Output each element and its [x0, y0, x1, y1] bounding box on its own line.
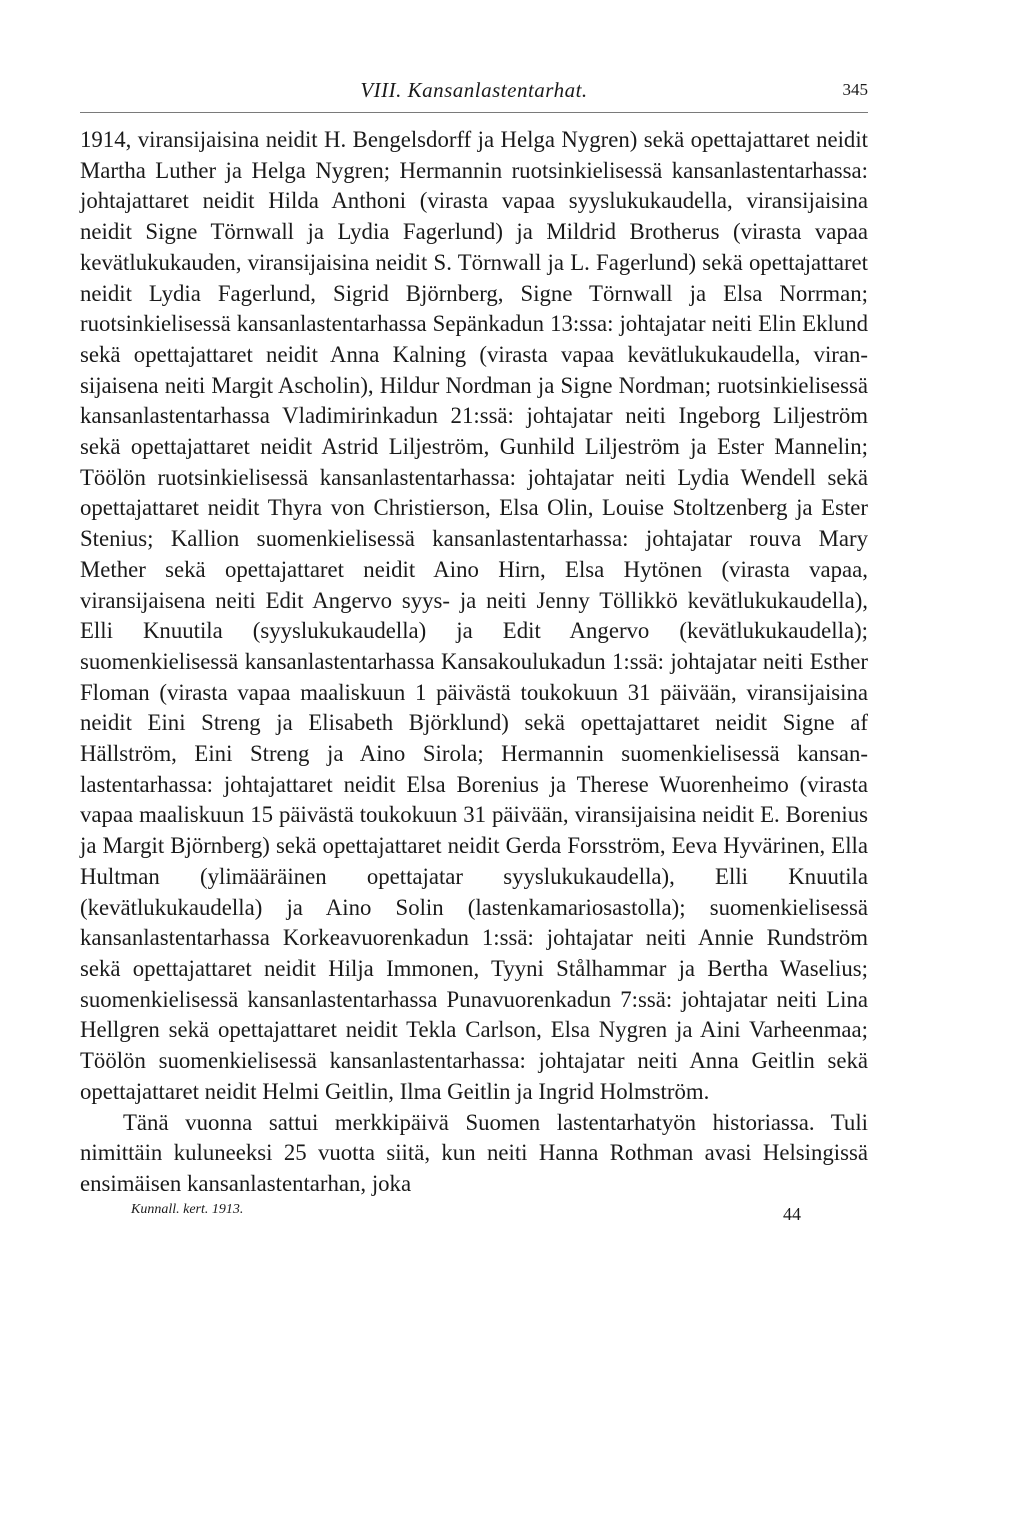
paragraph-continued: 1914, viransijaisina neidit H. Bengelsdorff ja Helga Nygren) sekä opettajattaret neidit Martha Luther ja Helga Nygren; Hermannin ruotsinkielisessä kansanlastentarhassa: johtajattaret neidit Hilda Anthoni (virasta vapaa syyslukukaudella, viransijaisina neidit Signe Törnwall ja Lydia Fagerlund) ja Mildrid Brotherus (virasta vapaa kevätlukukauden, viransijaisina neidit S. Törnwall ja L. Fagerlund) sekä opettajattaret neidit Lydia Fagerlund, Sigrid Björnberg, Signe Törnwall ja Elsa Norrman; ruotsinkielisessä kansanlastentarhassa Sepänkadun 13:ssa: johtajatar neiti Elin Eklund sekä opettajattaret neidit Anna Kalning (virasta vapaa kevätlukukaudella, viransijaisena neiti Margit Ascholin), Hildur Nordman ja Signe Nordman; ruotsinkielisessä kansanlastentarhassa Vladimirinkadun 21:ssä: johtajatar neiti Ingeborg Liljeström sekä opettajattaret neidit Astrid Liljeström, Gunhild Liljeström ja Ester Mannelin; Töölön ruotsinkielisessä kansanlastentarhassa: johtajatar neiti Lydia Wendell sekä opettajattaret neidit Thyra von Christierson, Elsa Olin, Louise Stoltzenberg ja Ester Stenius; Kallion suomenkielisessä kansanlastentarhassa: johtajatar rouva Mary Mether sekä opettajattaret neidit Aino Hirn, Elsa Hytönen (virasta vapaa, viransijaisena neiti Edit Angervo syys- ja neiti Jenny Töllikkö kevätlukukaudella), Elli Knuutila (syyslukukaudella) ja Edit Angervo (kevätlukukaudella); suomenkielisessä kansanlastentarhassa Kansakoulukadun 1:ssä: johtajatar neiti Esther Floman (virasta vapaa maaliskuun 1 päivästä toukokuun 31 päivään, viransijaisina neidit Eini Streng ja Elisabeth Björklund) sekä opettajattaret neidit Signe af Hällström, Eini Streng ja Aino Sirola; Hermannin suomenkielisessä kansanlastentarhassa: johtajattaret neidit Elsa Borenius ja Therese Wuorenheimo (virasta vapaa maaliskuun 15 päivästä toukokuun 31 päivään, viransijaisina neidit E. Borenius ja Margit Björnberg) sekä opettajattaret neidit Gerda Forsström, Eeva Hyvärinen, Ella Hultman (ylimääräinen opettajatar syyslukukaudella), Elli Knuutila (kevätlukukaudella) ja Aino Solin (lastenkamariosastolla); suomenkielisessä kansanlastentarhassa Korkeavuorenkadun 1:ssä: johtajatar neiti Annie Rundström sekä opettajattaret neidit Hilja Immonen, Tyyni Stålhammar ja Bertha Waselius; suomenkielisessä kansanlastentarhassa Punavuorenkadun 7:ssä: johtajatar neiti Lina Hellgren sekä opettajattaret neidit Tekla Carlson, Elsa Nygren ja Aini Varheenmaa; Töölön suomenkielisessä kansanlastentarhassa: johtajatar neiti Anna Geitlin sekä opettajattaret neidit Helmi Geitlin, Ilma Geitlin ja Ingrid Holmström.: [80, 127, 868, 1104]
page-number: 345: [842, 80, 868, 99]
page-footer: [80, 1202, 868, 1232]
chapter-title: VIII. Kansanlastentarhat.: [360, 78, 588, 102]
running-head: [80, 78, 868, 113]
body-text: [80, 125, 868, 1200]
sheet-number: 44: [783, 1203, 801, 1224]
signature-mark: Kunnall. kert. 1913.: [131, 1201, 244, 1217]
paragraph-new: Tänä vuonna sattui merkkipäivä Suomen lastentarhatyön historiassa. Tuli nimittäin kuluneeksi 25 vuotta siitä, kun neiti Hanna Rothman avasi Helsingissä ensimäisen kansanlastentarhan, joka: [80, 1109, 868, 1196]
document-page: [80, 78, 868, 1232]
